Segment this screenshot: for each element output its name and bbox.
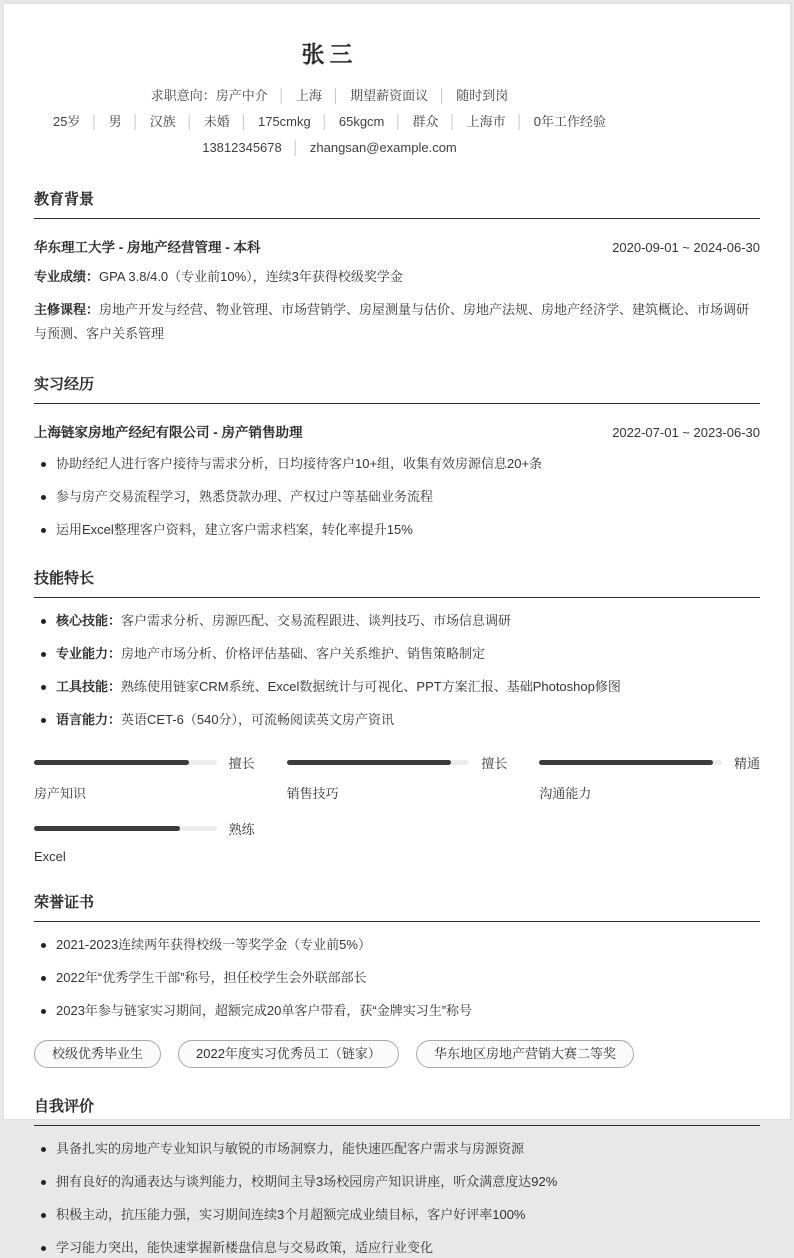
- bullet-item: [34, 611, 760, 631]
- skill-bar-fill: [287, 760, 451, 765]
- bullet-label: 工具技能：: [56, 679, 122, 694]
- bullet-text: 语言能力：英语CET-6（540分），可流畅阅读英文房产资讯: [56, 712, 395, 727]
- header-field: 175cmkg: [257, 114, 311, 129]
- bullet-item: [34, 1172, 760, 1192]
- skill-bar-row: [287, 753, 508, 772]
- candidate-name: 张三: [301, 41, 358, 67]
- internship-date-range: 2022-07-01 ~ 2023-06-30: [612, 425, 760, 440]
- skill-name: Excel: [34, 849, 66, 864]
- bullet-item: [34, 968, 760, 988]
- header-field: zhangsan@example.com: [309, 140, 457, 155]
- bullet-dot-icon: [41, 1147, 46, 1152]
- bullet-item: [34, 454, 760, 474]
- skill-bar-row: [34, 819, 255, 838]
- bullet-dot-icon: [41, 495, 46, 500]
- bullet-dot-icon: [41, 685, 46, 690]
- detail-label: 主修课程：: [34, 302, 100, 317]
- separator: │: [515, 114, 524, 129]
- skill-bar-fill: [539, 760, 713, 765]
- skill-bar: [34, 753, 255, 802]
- job-intent-line: [34, 83, 625, 109]
- internship-bullet-list: [34, 454, 760, 540]
- skill-level-label: 熟练: [228, 822, 255, 837]
- header-field: 上海市: [466, 114, 506, 129]
- separator: │: [185, 114, 194, 129]
- personal-info-line: [34, 109, 625, 135]
- section-education: [34, 188, 760, 346]
- bullet-item: [34, 1205, 760, 1225]
- skill-bar-fill: [34, 826, 180, 831]
- header-field: 65kgcm: [338, 114, 385, 129]
- bullet-text: 运用Excel整理客户资料，建立客户需求档案，转化率提升15%: [56, 522, 413, 537]
- bullet-dot-icon: [41, 718, 46, 723]
- skills-bullet-list: [34, 611, 760, 730]
- separator: │: [331, 88, 341, 103]
- separator: │: [438, 88, 447, 103]
- header-field: 期望薪资面议: [350, 88, 429, 103]
- skill-bar: [539, 753, 760, 802]
- bullet-label: 语言能力：: [56, 712, 122, 727]
- section-title-education: 教育背景: [34, 188, 760, 219]
- contact-line: [34, 135, 625, 161]
- bullet-dot-icon: [41, 528, 46, 533]
- separator: │: [131, 114, 140, 129]
- bullet-item: [34, 935, 760, 955]
- bullet-text: 学习能力突出，能快速掌握新楼盘信息与交易政策，适应行业变化: [56, 1240, 434, 1255]
- header-field: 汉族: [149, 114, 176, 129]
- bullet-item: [34, 487, 760, 507]
- honor-tag: 校级优秀毕业生: [34, 1040, 161, 1068]
- header-field: 13812345678: [202, 140, 282, 155]
- separator: │: [239, 114, 248, 129]
- detail-row: 专业成绩：GPA 3.8/4.0（专业前10%），连续3年获得校级奖学金: [34, 269, 403, 284]
- bullet-item: [34, 644, 760, 664]
- skill-bar-row: [539, 753, 760, 772]
- bullet-item: [34, 520, 760, 540]
- skill-bar: [287, 753, 508, 802]
- separator: │: [291, 140, 300, 155]
- header-field: 随时到岗: [456, 88, 509, 103]
- skill-name: 销售技巧: [286, 786, 339, 801]
- skill-level-label: 擅长: [228, 756, 255, 771]
- skill-bars-grid: [34, 753, 760, 864]
- header-field: 25岁: [52, 114, 81, 129]
- bullet-text: 积极主动，抗压能力强，实习期间连续3个月超额完成业绩目标，客户好评率100%: [56, 1207, 526, 1222]
- section-title-internship: 实习经历: [34, 373, 760, 404]
- honor-tag: 2022年度实习优秀员工（链家）: [178, 1040, 399, 1068]
- bullet-dot-icon: [41, 1246, 46, 1251]
- education-details: [34, 265, 760, 346]
- bullet-dot-icon: [41, 462, 46, 467]
- bullet-dot-icon: [41, 943, 46, 948]
- detail-label: 专业成绩：: [34, 269, 100, 284]
- bullet-text: 2021-2023连续两年获得校级一等奖学金（专业前5%）: [56, 937, 371, 952]
- bullet-dot-icon: [41, 652, 46, 657]
- skill-bar-track: [34, 826, 217, 831]
- bullet-text: 2023年参与链家实习期间，超额完成20单客户带看，获“金牌实习生”称号: [56, 1003, 473, 1018]
- detail-row: 主修课程：房地产开发与经营、物业管理、市场营销学、房屋测量与估价、房地产法规、房地产经济学、建筑概论、市场调研与预测、客户关系管理: [34, 302, 750, 341]
- internship-head-row: [34, 421, 760, 441]
- section-internship: [34, 373, 760, 540]
- bullet-text: 拥有良好的沟通表达与谈判能力，校期间主导3场校园房产知识讲座，听众满意度达92%: [56, 1174, 558, 1189]
- bullet-item: [34, 1001, 760, 1021]
- header-field: 群众: [412, 114, 439, 129]
- skill-level-label: 擅长: [481, 756, 508, 771]
- honors-bullet-list: [34, 935, 760, 1021]
- bullet-item: [34, 1238, 760, 1258]
- section-honors: [34, 891, 760, 1068]
- separator: │: [448, 114, 457, 129]
- bullet-dot-icon: [41, 619, 46, 624]
- section-self-evaluation: [34, 1095, 760, 1258]
- header-field: 求职意向：房产中介: [150, 88, 268, 103]
- bullet-text: 工具技能：熟练使用链家CRM系统、Excel数据统计与可视化、PPT方案汇报、基础Photoshop修图: [56, 679, 621, 694]
- bullet-label: 专业能力：: [56, 646, 122, 661]
- separator: │: [394, 114, 403, 129]
- skill-bar-track: [287, 760, 470, 765]
- skill-name: 沟通能力: [539, 786, 592, 801]
- education-head-row: [34, 236, 760, 256]
- skill-name: 房产知识: [34, 786, 87, 801]
- resume-page: [3, 3, 791, 1255]
- skill-bar-track: [34, 760, 217, 765]
- bullet-text: 2022年“优秀学生干部”称号，担任校学生会外联部部长: [56, 970, 367, 985]
- bullet-text: 参与房产交易流程学习，熟悉贷款办理、产权过户等基础业务流程: [56, 489, 434, 504]
- bullet-dot-icon: [41, 1180, 46, 1185]
- bullet-item: [34, 710, 760, 730]
- separator: │: [320, 114, 329, 129]
- honor-tags-row: [34, 1040, 760, 1068]
- bullet-text: 核心技能：客户需求分析、房源匹配、交易流程跟进、谈判技巧、市场信息调研: [56, 613, 512, 628]
- education-date-range: 2020-09-01 ~ 2024-06-30: [612, 240, 760, 255]
- school-and-major: 华东理工大学 - 房地产经营管理 - 本科: [34, 240, 261, 255]
- company-and-role: 上海链家房地产经纪有限公司 - 房产销售助理: [34, 425, 303, 440]
- bullet-dot-icon: [41, 1213, 46, 1218]
- header-field: 0年工作经验: [533, 114, 607, 129]
- bullet-text: 专业能力：房地产市场分析、价格评估基础、客户关系维护、销售策略制定: [56, 646, 486, 661]
- section-title-skills: 技能特长: [34, 567, 760, 598]
- separator: │: [277, 88, 286, 103]
- section-title-self-evaluation: 自我评价: [34, 1095, 760, 1126]
- bullet-dot-icon: [41, 1009, 46, 1014]
- bullet-label: 核心技能：: [56, 613, 122, 628]
- skill-bar-row: [34, 753, 255, 772]
- skill-bar-fill: [34, 760, 189, 765]
- honor-tag: 华东地区房地产营销大赛二等奖: [416, 1040, 634, 1068]
- header-field: 上海: [295, 88, 322, 103]
- separator: │: [90, 114, 99, 129]
- bullet-item: [34, 677, 760, 697]
- bullet-dot-icon: [41, 976, 46, 981]
- skill-bar: [34, 819, 255, 864]
- skill-bar-track: [539, 760, 722, 765]
- section-skills: [34, 567, 760, 864]
- self-evaluation-bullet-list: [34, 1139, 760, 1258]
- bullet-item: [34, 1139, 760, 1159]
- bullet-text: 具备扎实的房地产专业知识与敏锐的市场洞察力，能快速匹配客户需求与房源资源: [56, 1141, 525, 1156]
- section-title-honors: 荣誉证书: [34, 891, 760, 922]
- header-field: 男: [108, 114, 122, 129]
- bullet-text: 协助经纪人进行客户接待与需求分析，日均接待客户10+组，收集有效房源信息20+条: [56, 456, 543, 471]
- header-field: 未婚: [203, 114, 230, 129]
- skill-level-label: 精通: [733, 756, 760, 771]
- resume-header: [34, 36, 760, 161]
